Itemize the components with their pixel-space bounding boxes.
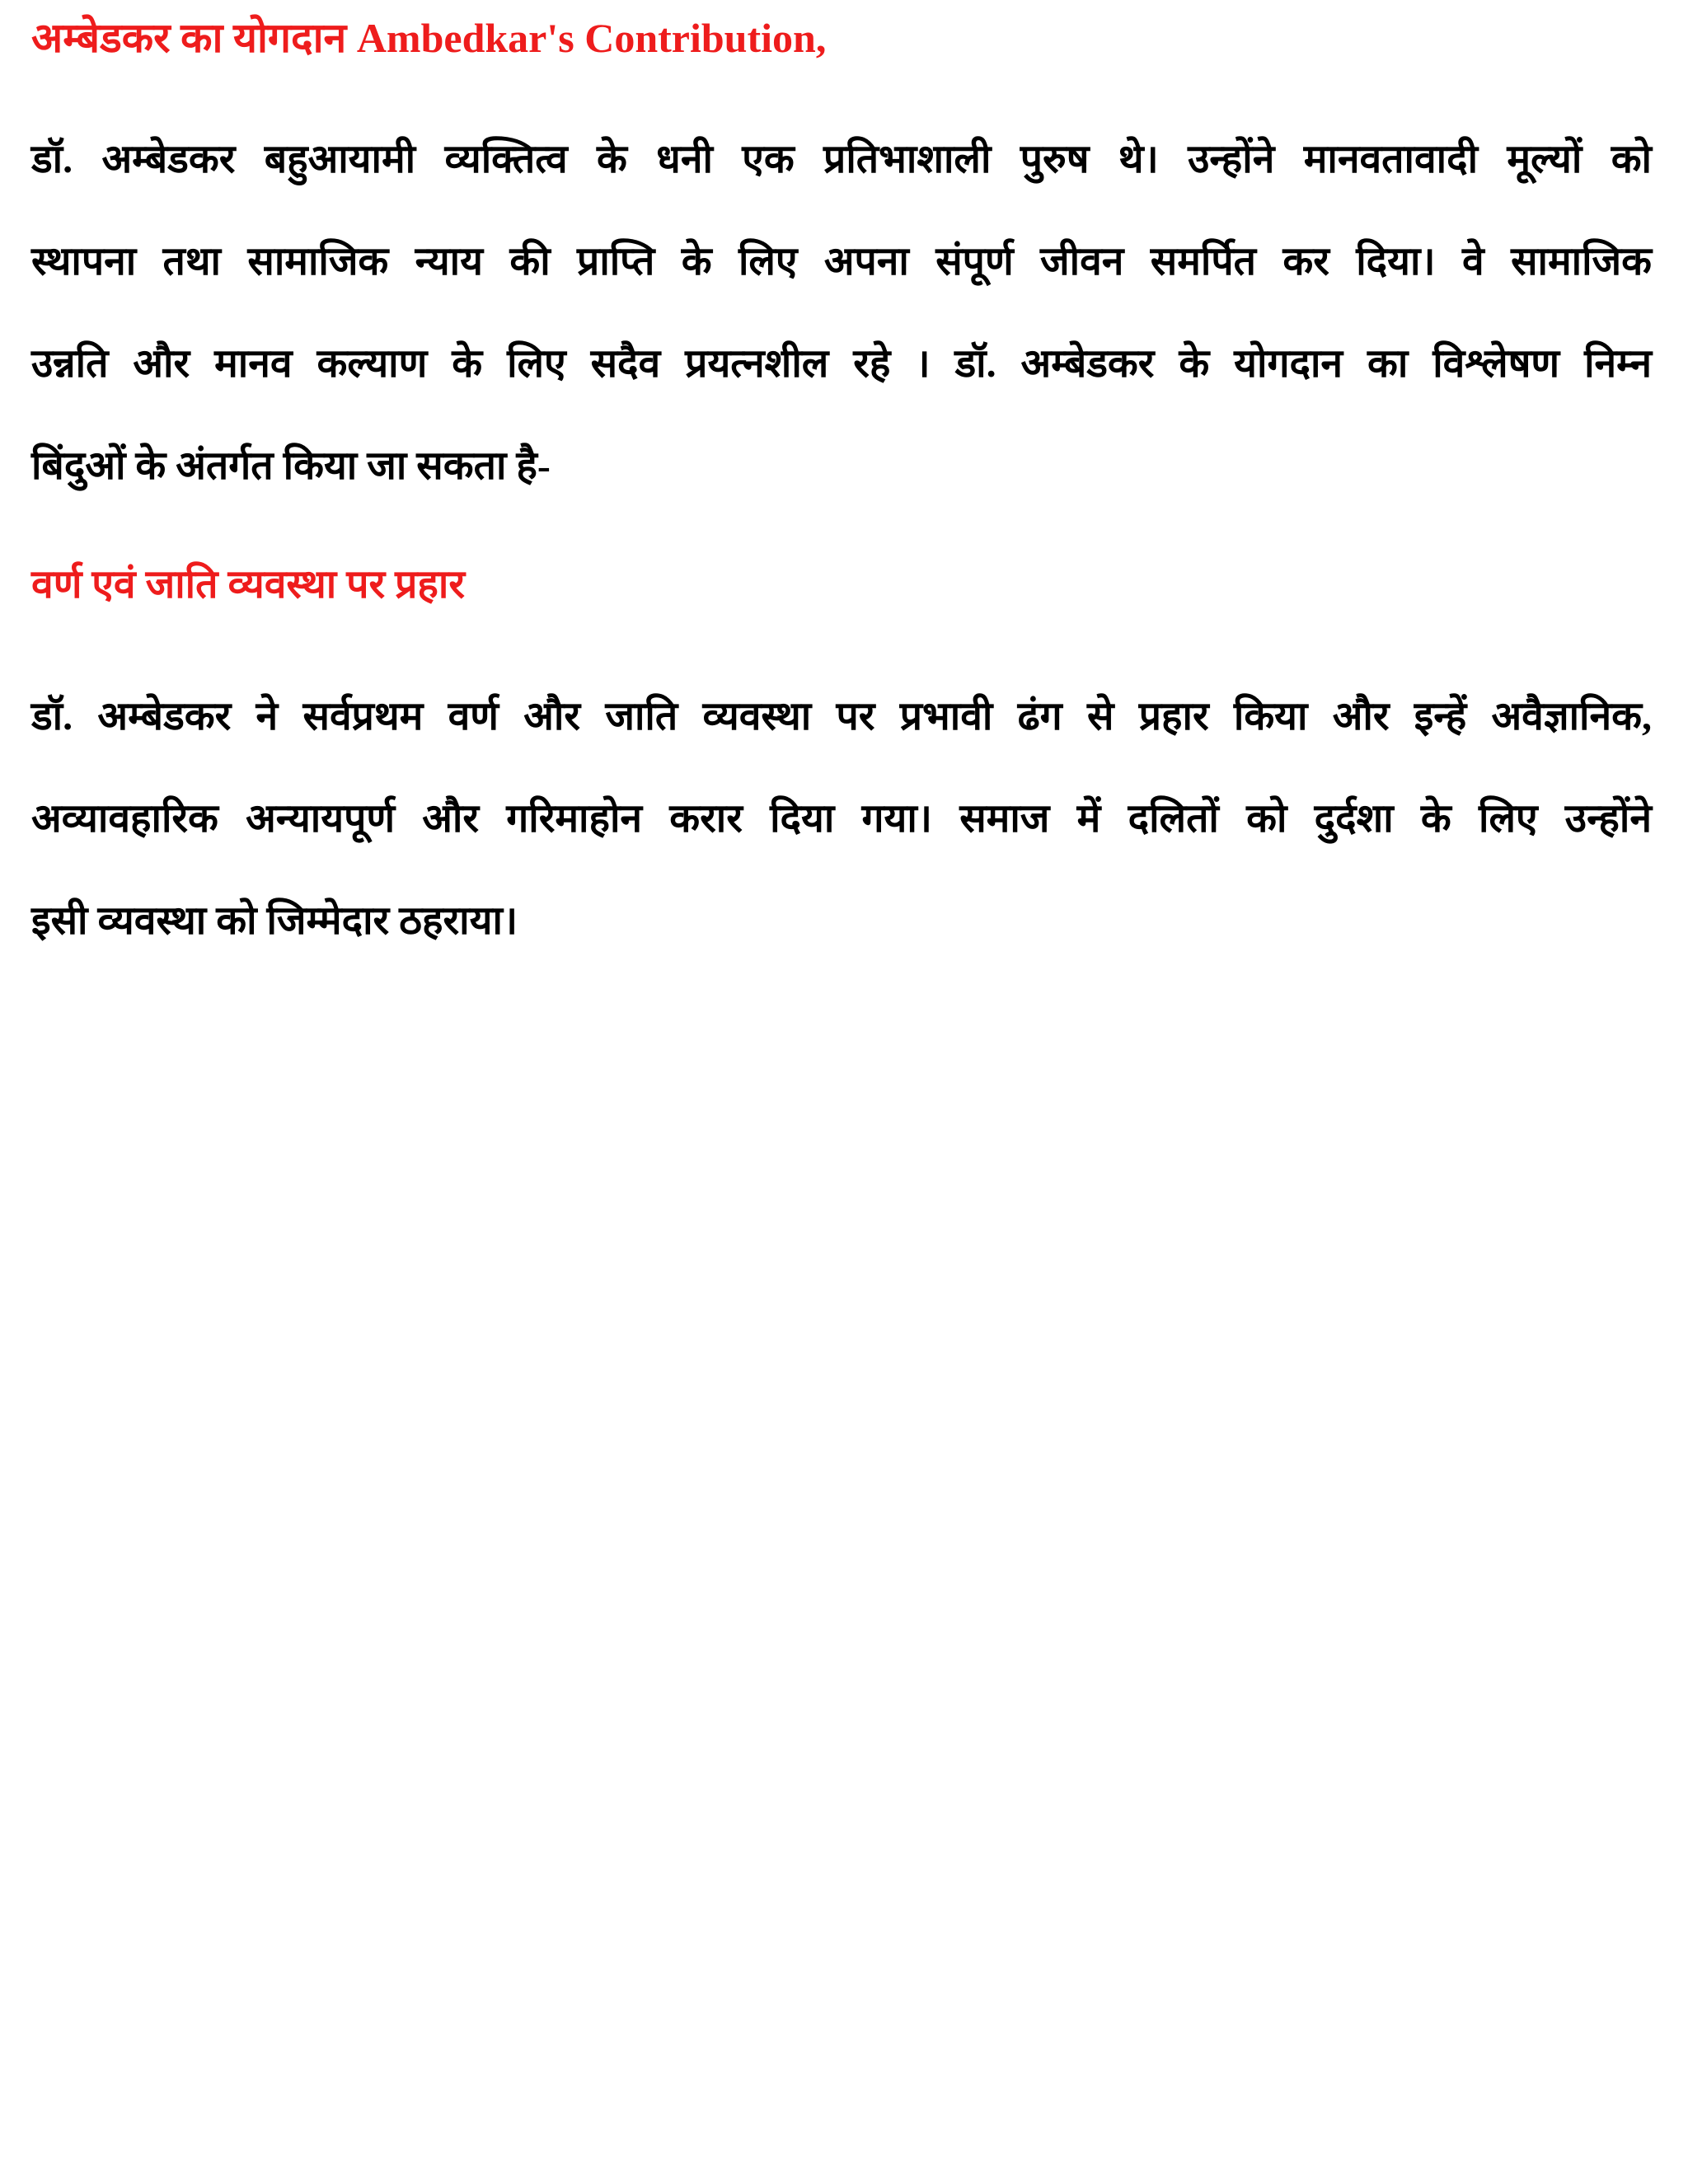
section-paragraph-line: डॉ. अम्बेडकर ने सर्वप्रथम वर्ण और जाति व्यवस्था पर प्रभावी ढंग से प्रहार किया और इन्हें अवैज्ञानिक, bbox=[31, 695, 1652, 738]
intro-paragraph-line: स्थापना तथा सामाजिक न्याय की प्राप्ति के लिए अपना संपूर्ण जीवन समर्पित कर दिया। वे सामाजिक bbox=[31, 240, 1652, 284]
intro-paragraph-line: डॉ. अम्बेडकर बहुआयामी व्यक्तित्व के धनी एक प्रतिभाशाली पुरुष थे। उन्होंने मानवतावादी मूल्यों को bbox=[31, 138, 1652, 181]
page-title-hindi: अम्बेडकर का योगदान bbox=[31, 15, 347, 61]
intro-paragraph-line: उन्नति और मानव कल्याण के लिए सदैव प्रयत्नशील रहे । डॉ. अम्बेडकर के योगदान का विश्लेषण निम्न bbox=[31, 342, 1652, 386]
section-paragraph bbox=[31, 666, 1652, 972]
section-heading: वर्ण एवं जाति व्यवस्था पर प्रहार bbox=[31, 563, 465, 607]
intro-paragraph bbox=[31, 109, 1652, 518]
page-title-english: Ambedkar's Contribution, bbox=[356, 15, 827, 61]
page-title bbox=[31, 7, 826, 69]
intro-paragraph-line: बिंदुओं के अंतर्गत किया जा सकता है- bbox=[31, 444, 551, 488]
section-paragraph-line: इसी व्यवस्था को जिम्मेदार ठहराया। bbox=[31, 899, 518, 943]
section-paragraph-line: अव्यावहारिक अन्यायपूर्ण और गरिमाहोन करार दिया गया। समाज में दलितों को दुर्दशा के लिए उन्होंने bbox=[31, 797, 1652, 841]
